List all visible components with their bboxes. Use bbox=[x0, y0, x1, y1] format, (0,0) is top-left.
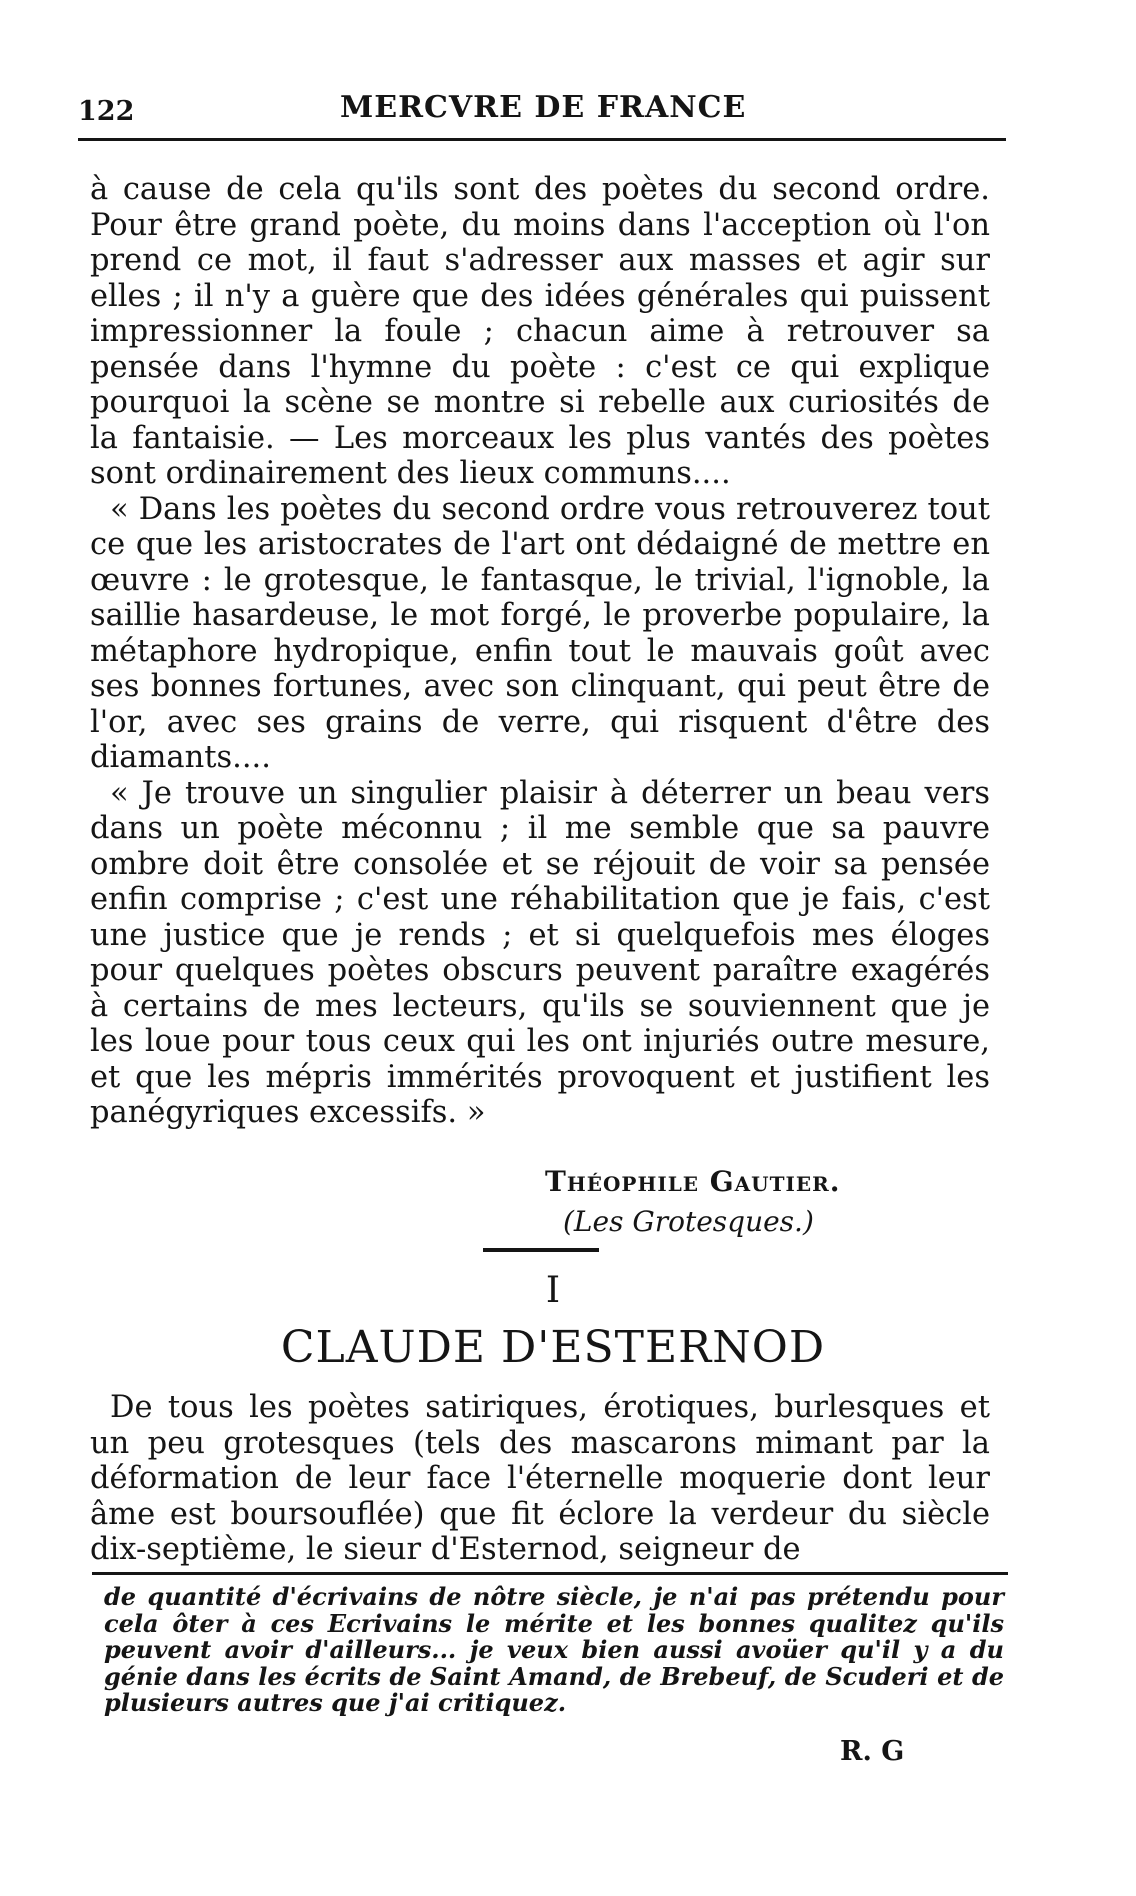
header-rule bbox=[78, 138, 1006, 141]
quote-author: Théophile Gautier. bbox=[545, 1165, 841, 1198]
body-paragraph: De tous les poètes satiriques, érotiques, burlesques et un peu grotesques (tels des mascarons mimant par la déformation de leur face l'éternelle moquerie dont leur âme est boursouflée) que fit éclore la verdeur du siècle dix-septième, le sieur d'Esternod, seigneur de bbox=[90, 1390, 990, 1567]
footnote-rule bbox=[92, 1572, 1008, 1575]
quote-paragraph-2: « Dans les poètes du second ordre vous retrouverez tout ce que les aristocrates de l'art ont dédaigné de mettre en œuvre : le grotesque, le fantasque, le trivial, l'ignoble, la saillie hasardeuse, le mot forgé, le proverbe populaire, la métaphore hydropique, enfin tout le mauvais goût avec ses bonnes fortunes, avec son clinquant, qui peut être de l'or, avec ses grains de verre, qui risquent d'être des diamants.... bbox=[90, 491, 990, 775]
footnote bbox=[104, 1584, 1004, 1717]
quote-paragraph-3: « Je trouve un singulier plaisir à déterrer un beau vers dans un poète méconnu ; il me semble que sa pauvre ombre doit être consolée et se réjouit de voir sa pensée enfin comprise ; c'est une réhabilitation que je fais, c'est une justice que je rends ; et si quelquefois mes éloges pour quelques poètes obscurs peuvent paraître exagérés à certains de mes lecteurs, qu'ils se souviennent que je les loue pour tous ceux qui les ont injuriés outre mesure, et que les mépris immérités provoquent et justifient les panégyriques excessifs. » bbox=[90, 775, 990, 1130]
body-text bbox=[90, 1390, 990, 1568]
section-number: I bbox=[545, 1270, 561, 1311]
footnote-text: de quantité d'écrivains de nôtre siècle, je n'ai pas prétendu pour cela ôter à ces Ecrivains le mérite et les bonnes qualitez qu'ils peuvent avoir d'ailleurs... je veux bien aussi avoüer qu'il y a du génie dans les écrits de Saint Amand, de Brebeuf, de Scuderi et de plusieurs autres que j'ai critiquez. bbox=[104, 1582, 1004, 1717]
gautier-quote bbox=[90, 172, 990, 1131]
quote-paragraph-1: à cause de cela qu'ils sont des poètes du second ordre. Pour être grand poète, du moins dans l'acception où l'on prend ce mot, il faut s'adresser aux masses et agir sur elles ; il n'y a guère que des idées générales qui puissent impressionner la foule ; chacun aime à retrouver sa pensée dans l'hymne du poète : c'est ce qui explique pourquoi la scène se montre si rebelle aux curiosités de la fantaisie. — Les morceaux les plus vantés des poètes sont ordinairement des lieux communs.... bbox=[90, 172, 990, 491]
page-number: 122 bbox=[78, 96, 135, 127]
section-divider bbox=[483, 1248, 599, 1252]
journal-title: MERCVRE DE FRANCE bbox=[340, 90, 747, 125]
chapter-title: CLAUDE D'ESTERNOD bbox=[280, 1322, 826, 1373]
quote-source: (Les Grotesques.) bbox=[563, 1205, 814, 1238]
quote-attribution bbox=[545, 1162, 945, 1242]
footnote-initials: R. G bbox=[840, 1736, 905, 1767]
running-head bbox=[78, 90, 1008, 134]
